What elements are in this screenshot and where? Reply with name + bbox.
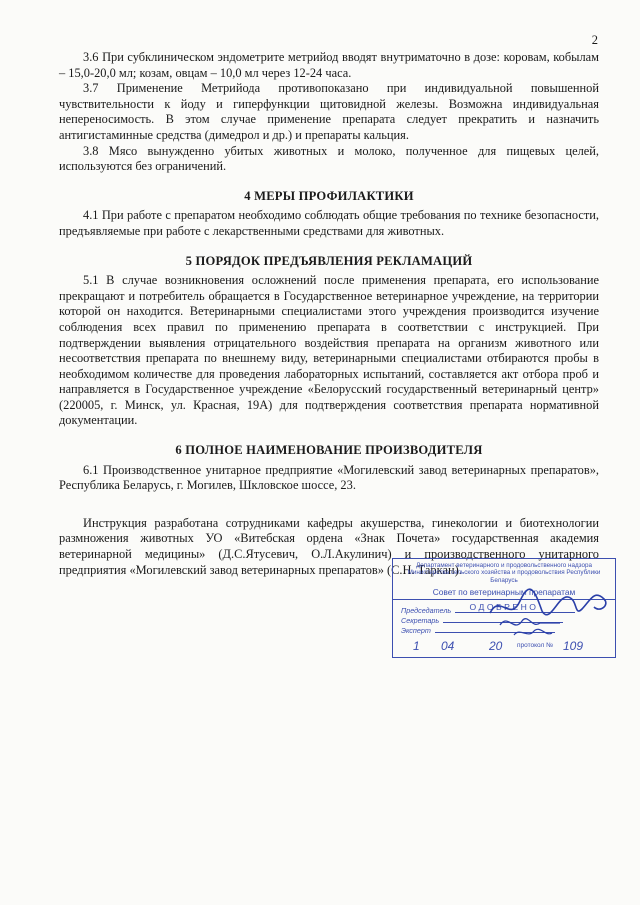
stamp-date-year: 20: [489, 639, 503, 653]
stamp-approved: ОДОБРЕНО: [469, 602, 539, 613]
secretary-signature: [500, 619, 560, 625]
paragraph-6-1: 6.1 Производственное унитарное предприятие «Могилевский завод ветеринарных препаратов», Республика Беларусь, г. Могилев, Шкловское шоссе, 23.: [59, 462, 599, 493]
authors-paragraph: Инструкция разработана сотрудниками кафедры акушерства, гинекологии и биотехнологии размножения животных УО «Витебская ордена «Знак Почета» государственная академия ветеринарной медицины» (Д.С.Ятусевич, О.Л.Акулинич) и производственного унитарного предприятия «Могилевский завод ветеринарных препаратов» (С.Н. Таркан).: [59, 515, 599, 577]
expert-signature: [514, 629, 552, 635]
stamp-protocol-label: протокол №: [517, 642, 554, 649]
stamp-expert-label: Эксперт: [401, 626, 431, 635]
paragraph-3-7: 3.7 Применение Метрийода противопоказано при индивидуальной повышенной чувствительности к йоду и гиперфункции щитовидной железы. Возможна индивидуальная непереносимость. В этом случае применение препарата следует прекратить и назначить антигистаминные средства (димедрол и др.) и препараты кальция.: [59, 81, 599, 142]
stamp-protocol-number: 109: [563, 639, 584, 653]
paragraph-5-1: 5.1 В случае возникновения осложнений после применения препарата, его использование прекращают и потребитель обращается в Государственное ветеринарное учреждение, на территории которой он находится. Ветеринарными специалистами этого учреждения производится изучение соблюдения всех правил по применению препарата в соответствии с инструкцией. При подтверждении выявления отрицательного воздействия препарата на организм животного или несоответствия препарата по внешнему виду, ветеринарными специалистами отбираются пробы в необходимом количестве для проведения лабораторных испытаний, составляется акт отбора проб и направляется в Государственное учреждение «Белорусский государственный ветеринарный центр» (220005, г. Минск, ул. Красная, 19А) для подтверждения соответствия препарата нормативной документации.: [59, 273, 599, 428]
paragraph-4-1: 4.1 При работе с препаратом необходимо соблюдать общие требования по технике безопасности, предъявляемые при работе с лекарственными средствами для животных.: [59, 208, 599, 238]
stamp-council: Совет по ветеринарным препаратам: [393, 587, 615, 600]
stamp-secretary-label: Секретарь: [401, 616, 440, 625]
page-number: 2: [591, 33, 598, 47]
chairman-signature: [490, 589, 606, 615]
paragraph-3-8: 3.8 Мясо вынужденно убитых животных и молоко, полученное для пищевых целей, используются без ограничений.: [59, 143, 599, 174]
section-heading-5: 5 ПОРЯДОК ПРЕДЪЯВЛЕНИЯ РЕКЛАМАЦИЙ: [185, 253, 473, 268]
paragraph-3-6: 3.6 При субклиническом эндометрите метрийод вводят внутриматочно в дозе: коровам, кобылам – 15,0-20,0 мл; козам, овцам – 10,0 мл через 12-24 часа.: [59, 50, 599, 80]
stamp-department: Департамент ветеринарного и продовольственного надзора Министерства сельского хозяйства и продовольствия Республики Беларусь: [407, 562, 601, 584]
stamp-date-day: 1: [413, 639, 420, 653]
section-heading-6: 6 ПОЛНОЕ НАИМЕНОВАНИЕ ПРОИЗВОДИТЕЛЯ: [175, 443, 483, 458]
section-heading-4: 4 МЕРЫ ПРОФИЛАКТИКИ: [244, 188, 414, 203]
stamp-chairman-label: Председатель: [401, 606, 452, 615]
handwritten-signatures: [470, 583, 620, 643]
document-body: [59, 50, 599, 578]
stamp-date-month: 04: [441, 639, 455, 653]
